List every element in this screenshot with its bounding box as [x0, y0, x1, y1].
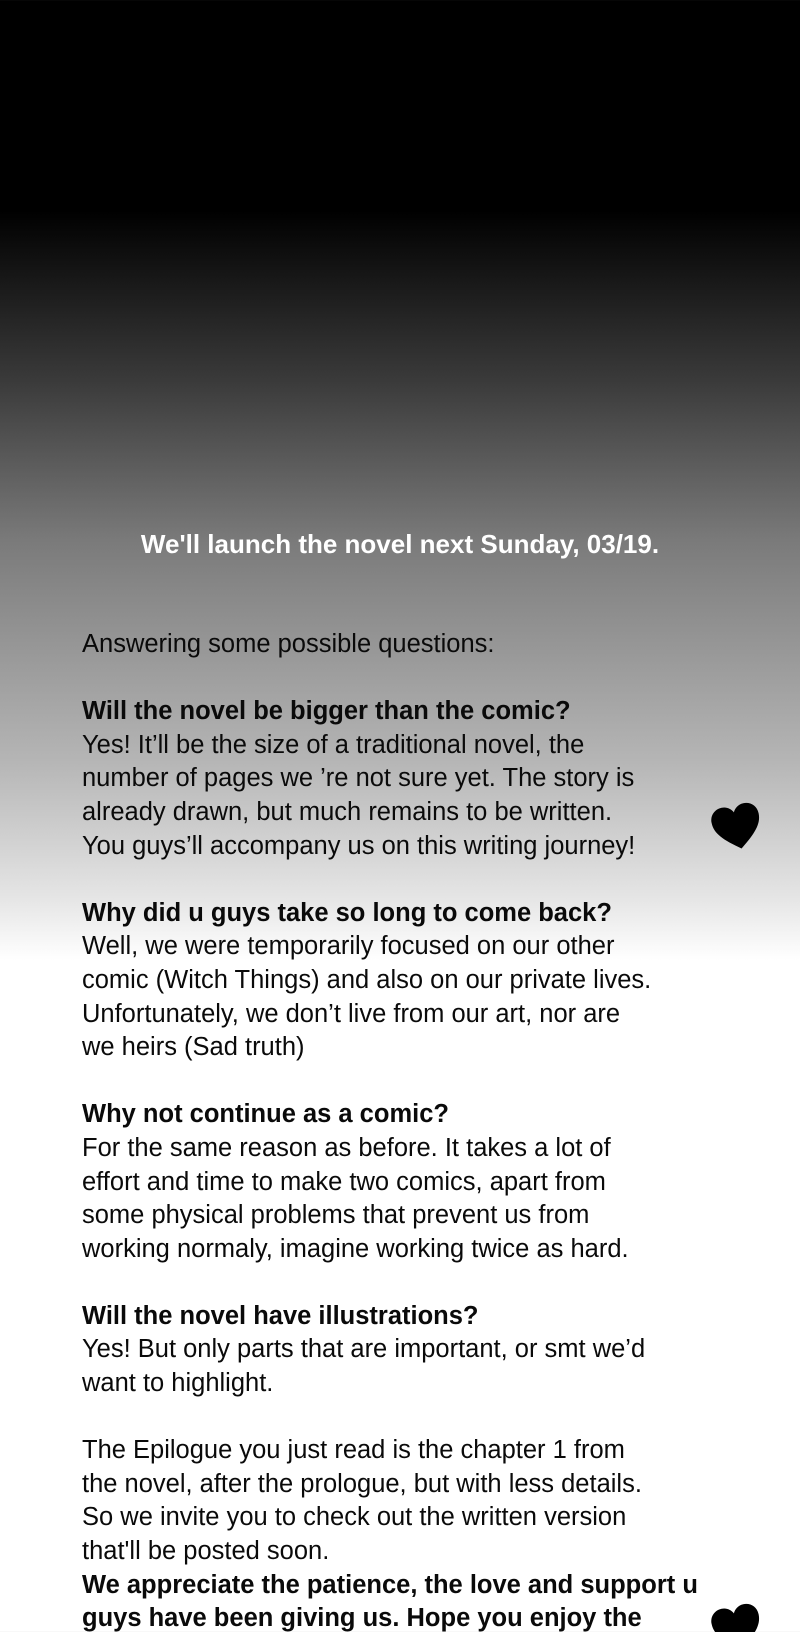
faq-answer-2-line: we heirs (Sad truth)	[82, 1033, 305, 1062]
faq-question-1: Will the novel be bigger than the comic?	[82, 697, 571, 726]
faq-answer-1-line: You guys’ll accompany us on this writing journey!	[82, 831, 636, 860]
faq-question-2: Why did u guys take so long to come back?	[82, 898, 612, 927]
epilogue-line: the novel, after the prologue, but with less details.	[82, 1469, 642, 1498]
closing-line: guys have been giving us. Hope you enjoy the	[82, 1604, 642, 1632]
faq-answer-4-line: want to highlight.	[82, 1369, 274, 1398]
intro-heading: Answering some possible questions:	[82, 630, 495, 658]
faq-answer-3-line: some physical problems that prevent us from	[82, 1201, 590, 1230]
faq-answer-2-line: Well, we were temporarily focused on our other	[82, 932, 615, 961]
launch-announcement: We'll launch the novel next Sunday, 03/19.	[140, 529, 660, 559]
epilogue-line: The Epilogue you just read is the chapter 1 from	[82, 1436, 625, 1465]
faq-answer-1-line: number of pages we ’re not sure yet. The story is	[82, 764, 635, 793]
faq-answer-3-line: For the same reason as before. It takes a lot of	[82, 1133, 611, 1162]
faq-answer-3-line: effort and time to make two comics, apart from	[82, 1167, 606, 1196]
faq-answer-3-line: working normaly, imagine working twice as hard.	[82, 1234, 629, 1263]
faq-answer-4-line: Yes! But only parts that are important, or smt we’d	[82, 1335, 646, 1364]
spacer	[82, 1401, 732, 1435]
announcement-body	[82, 628, 732, 1632]
spacer	[82, 1065, 732, 1099]
epilogue-line: So we invite you to check out the written version	[82, 1503, 627, 1532]
faq-answer-1-line: already drawn, but much remains to be written.	[82, 797, 613, 826]
spacer	[82, 863, 732, 897]
faq-answer-2-line: Unfortunately, we don’t live from our art, nor are	[82, 999, 621, 1028]
faq-answer-1-line: Yes! It’ll be the size of a traditional novel, the	[82, 730, 585, 759]
closing-line: We appreciate the patience, the love and support u	[82, 1570, 698, 1599]
faq-answer-2-line: comic (Witch Things) and also on our private lives.	[82, 965, 652, 994]
faq-question-3: Why not continue as a comic?	[82, 1100, 449, 1129]
epilogue-line: that'll be posted soon.	[82, 1537, 330, 1566]
faq-question-4: Will the novel have illustrations?	[82, 1301, 479, 1330]
spacer	[82, 1266, 732, 1300]
heart-icon	[707, 798, 768, 856]
spacer	[82, 662, 732, 696]
